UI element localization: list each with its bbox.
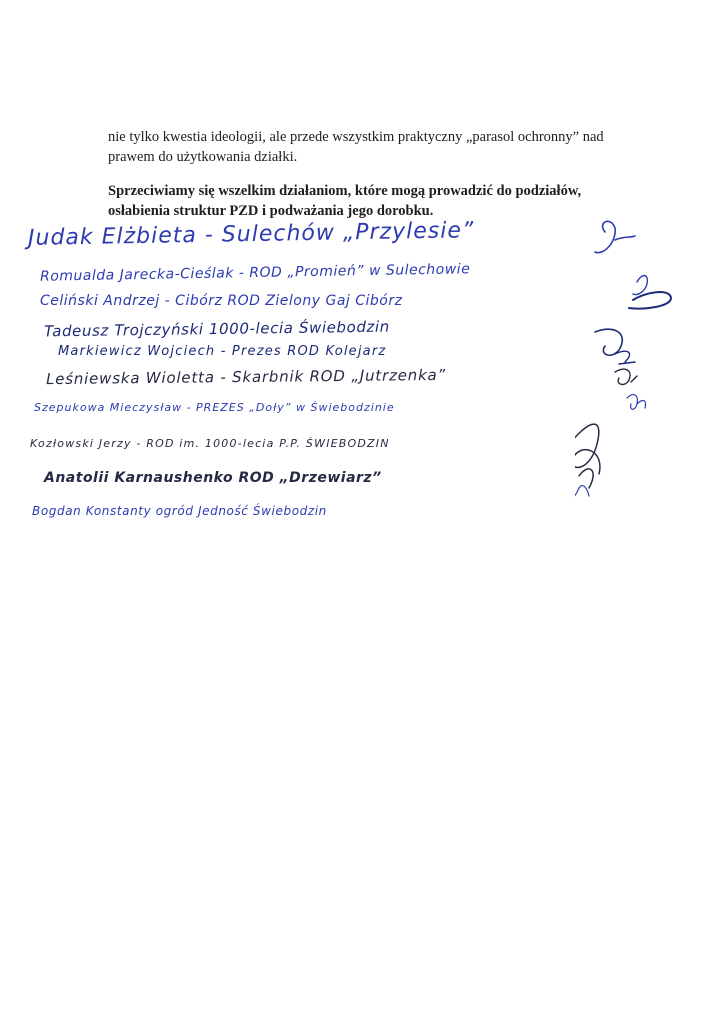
signature-line-1: Judak Elżbieta - Sulechów „Przylesie” xyxy=(27,218,475,251)
signature-line-4: Tadeusz Trojczyński 1000-lecia Świebodzin xyxy=(43,317,390,341)
signature-line-2: Romualda Jarecka-Cieślak - ROD „Promień” w Sulechowie xyxy=(39,261,471,285)
signature-line-9: Anatolii Karnaushenko ROD „Drzewiarz” xyxy=(44,470,382,486)
paragraph-bold-statement: Sprzeciwiamy się wszelkim działaniom, które mogą prowadzić do podziałów, osłabienia struktur PZD i podważania jego dorobku. xyxy=(108,183,582,219)
signature-line-6: Leśniewska Wioletta - Skarbnik ROD „Jutrzenka” xyxy=(45,365,447,389)
handwritten-signature-marks xyxy=(575,212,675,522)
signature-line-8: Kozłowski Jerzy - ROD im. 1000-lecia P.P. ŚWIEBODZIN xyxy=(30,437,390,450)
signature-line-5: Markiewicz Wojciech - Prezes ROD Kolejarz xyxy=(58,344,387,359)
paragraph-continuation: nie tylko kwestia ideologii, ale przede wszystkim praktyczny „parasol ochronny” nad prawem do użytkowania działki. xyxy=(108,129,604,165)
signature-line-7: Szepukowa Mieczysław - PREZES „Doły” w Świebodzinie xyxy=(34,401,395,414)
signature-line-3: Celiński Andrzej - Cibórz ROD Zielony Gaj Cibórz xyxy=(40,293,403,309)
signature-line-10: Bogdan Konstanty ogród Jedność Świebodzin xyxy=(32,504,327,518)
